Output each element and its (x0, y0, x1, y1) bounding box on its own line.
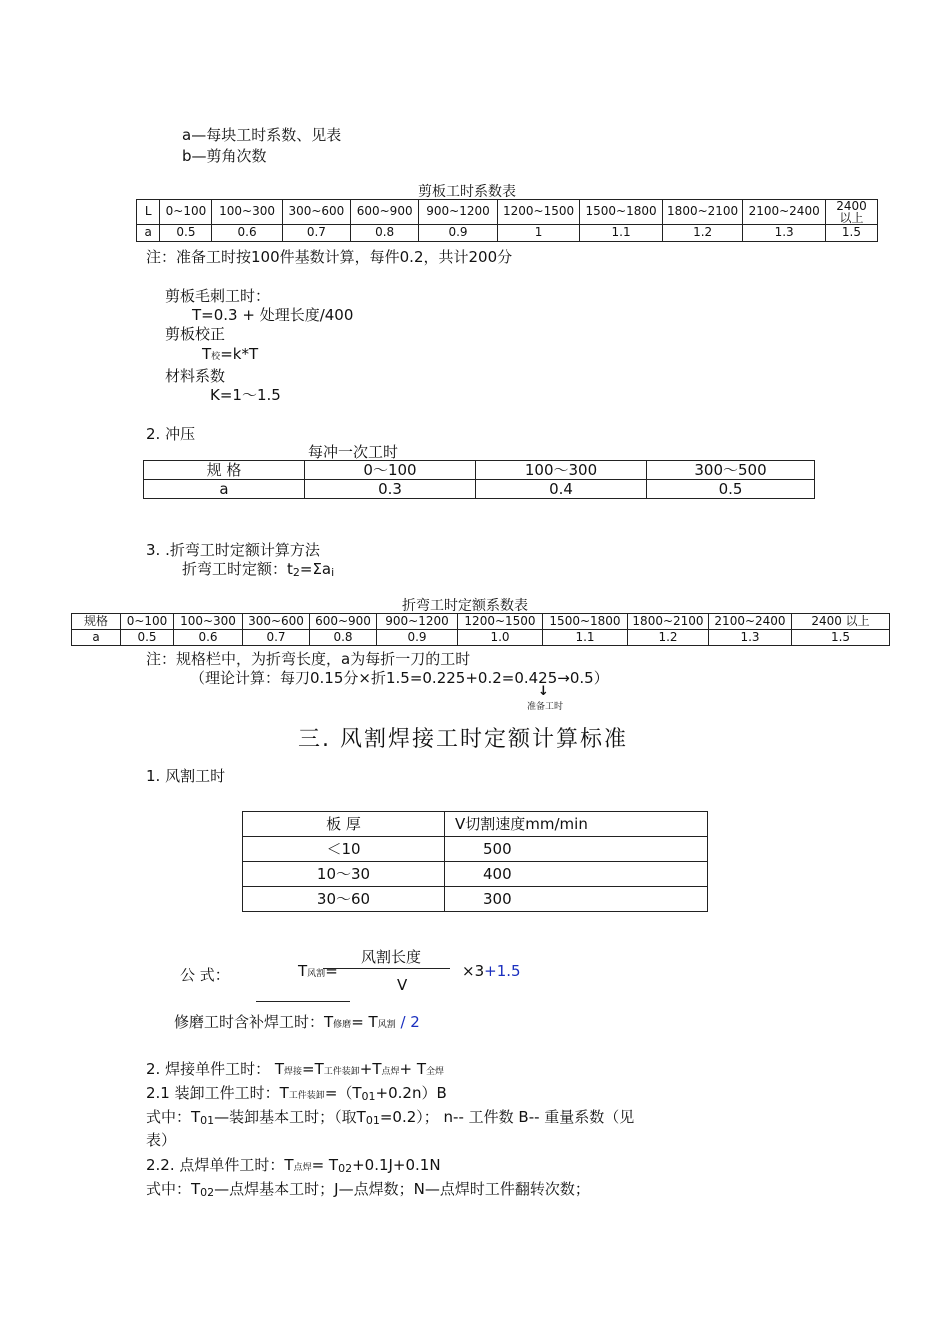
table-cell: 900~1200 (419, 200, 497, 225)
table-cell: 0.5 (121, 630, 174, 646)
formula-text: 修磨工时含补焊工时：T (174, 1013, 334, 1031)
table-cell: 1 (497, 225, 580, 242)
shear-note: 注：准备工时按100件基数计算，每件0.2，共计200分 (146, 248, 513, 266)
table-cell: 0.9 (377, 630, 458, 646)
table-cell: 10～30 (243, 862, 445, 887)
formula-text: T (202, 345, 212, 363)
correct-title: 剪板校正 (165, 325, 226, 343)
grind-formula (174, 1011, 420, 1032)
table-cell: ＜10 (243, 837, 445, 862)
table-cell: 0.5 (160, 225, 212, 242)
formula-text: =k*T (220, 345, 259, 363)
table-cell: 1.5 (792, 630, 890, 646)
table-row (72, 630, 890, 646)
material-title: 材料系数 (165, 367, 226, 385)
table-cell: 100～300 (476, 461, 647, 480)
table-row (144, 461, 815, 480)
formula-subscript: 风割 (307, 969, 326, 979)
formula-text: +T (359, 1060, 382, 1078)
table-cell: 0.5 (647, 480, 815, 499)
material-value: K=1～1.5 (210, 386, 281, 404)
table-cell: 1200~1500 (458, 614, 543, 630)
table-cell: 0.6 (174, 630, 243, 646)
table-cell: 1.1 (543, 630, 628, 646)
formula-text: +0.2n）B (375, 1084, 447, 1102)
table-cell: 1800~2100 (662, 200, 743, 225)
table-cell: 900~1200 (377, 614, 458, 630)
weld-line-1 (146, 1058, 444, 1079)
formula-subscript: 02 (338, 1162, 353, 1175)
underline-divider (256, 1001, 350, 1002)
bend-section-title: 3. .折弯工时定额计算方法 (146, 541, 320, 559)
formula-text: = T (351, 1013, 378, 1031)
formula-text: =Σa (299, 560, 332, 578)
shear-coefficient-table (136, 199, 878, 242)
table-cell: 1500~1800 (543, 614, 628, 630)
formula-text: = (325, 962, 338, 980)
formula-subscript: 02 (200, 1186, 215, 1199)
formula-subscript: 01 (361, 1090, 376, 1103)
bend-note-1: 注：规格栏中，为折弯长度，a为每折一刀的工时 (146, 650, 471, 668)
burr-formula: T=0.3 + 处理长度/400 (192, 306, 354, 324)
table-cell: 1200~1500 (497, 200, 580, 225)
formula-text: 2.1 装卸工件工时：T (146, 1084, 289, 1102)
table-cell: 2100~2400 (743, 200, 826, 225)
formula-subscript: 工件装卸 (323, 1067, 360, 1077)
table-cell: 0.6 (212, 225, 282, 242)
formula-subscript: 01 (200, 1114, 215, 1127)
punch-table-caption: 每冲一次工时 (308, 443, 399, 461)
formula-subscript: 工件装卸 (288, 1091, 325, 1101)
table-cell: 0.7 (243, 630, 310, 646)
table-cell: 600~900 (351, 200, 419, 225)
fraction-denominator: V (397, 976, 408, 994)
table-cell: 2100~2400 (709, 614, 792, 630)
formula-subscript: i (331, 566, 335, 579)
table-cell: 0~100 (121, 614, 174, 630)
burr-title: 剪板毛刺工时： (165, 287, 271, 305)
table-cell: a (144, 480, 305, 499)
table-cell: 1.3 (743, 225, 826, 242)
fraction-numerator: 风割长度 (361, 948, 422, 966)
table-cell: 0.9 (419, 225, 497, 242)
formula-text: ×3 (462, 962, 485, 980)
formula-label: 公 式： (180, 966, 230, 984)
table-cell: 1.1 (580, 225, 663, 242)
cell-text: 2400 (836, 199, 867, 213)
table-cell: V切割速度mm/min (445, 812, 708, 837)
formula-text: 2.2. 点焊单件工时：T (146, 1156, 294, 1174)
weld-line-6 (146, 1178, 590, 1199)
table-cell: 规 格 (144, 461, 305, 480)
fraction-bar (323, 968, 450, 969)
intro-line-a: a—每块工时系数、见表 (182, 126, 342, 144)
formula-text: —装卸基本工时；（取T (214, 1108, 366, 1126)
formula-text: 2. 焊接单件工时： T (146, 1060, 285, 1078)
formula-text: =（T (324, 1084, 362, 1102)
table-cell: 0~100 (160, 200, 212, 225)
bend-table-caption: 折弯工时定额系数表 (402, 598, 528, 614)
cell-text: 以上 (839, 211, 864, 225)
table-cell: 0.8 (351, 225, 419, 242)
table-row (243, 862, 708, 887)
bend-formula (182, 558, 334, 579)
formula-subscript: 修磨 (333, 1020, 352, 1030)
table-cell: 30～60 (243, 887, 445, 912)
prep-time-label: 准备工时 (527, 702, 564, 712)
cutting-formula-lhs (298, 962, 338, 980)
table-row (243, 812, 708, 837)
table-cell: 100~300 (174, 614, 243, 630)
table-cell: 400 (445, 862, 708, 887)
weld-line-5 (146, 1154, 441, 1175)
table-cell: 规格 (72, 614, 121, 630)
table-cell: 0.7 (282, 225, 350, 242)
formula-text: +0.1J+0.1N (352, 1156, 441, 1174)
formula-text: = T (311, 1156, 339, 1174)
table-cell: 1800~2100 (628, 614, 709, 630)
formula-subscript: 全焊 (426, 1067, 445, 1077)
formula-text: 折弯工时定额：t (182, 560, 293, 578)
table-cell: 600~900 (310, 614, 377, 630)
table-cell (825, 200, 877, 225)
formula-subscript: 01 (365, 1114, 380, 1127)
table-cell: 1.0 (458, 630, 543, 646)
table-row (144, 480, 815, 499)
shear-table-caption: 剪板工时系数表 (418, 184, 516, 200)
formula-text: 式中：T (146, 1108, 201, 1126)
formula-subscript: 2 (292, 566, 300, 579)
table-row (243, 837, 708, 862)
table-row (137, 200, 878, 225)
formula-text: / 2 (395, 1013, 420, 1031)
table-row (72, 614, 890, 630)
formula-subscript: 校 (211, 352, 221, 362)
correct-formula (202, 345, 258, 363)
table-cell: L (137, 200, 160, 225)
formula-text: —点焊基本工时；J—点焊数；N—点焊时工件翻转次数； (214, 1180, 590, 1198)
formula-text: 式中：T (146, 1180, 201, 1198)
intro-line-b: b—剪角次数 (182, 147, 267, 165)
formula-subscript: 风割 (377, 1020, 396, 1030)
cutting-formula-rhs (462, 962, 521, 980)
table-cell: 500 (445, 837, 708, 862)
table-cell: 0.8 (310, 630, 377, 646)
table-row (137, 225, 878, 242)
table-cell: 1.5 (825, 225, 877, 242)
table-cell: 0.3 (305, 480, 476, 499)
weld-line-4: 表） (146, 1131, 177, 1149)
table-cell: 100~300 (212, 200, 282, 225)
punch-section-title: 2. 冲压 (146, 425, 196, 443)
weld-line-3 (146, 1106, 634, 1127)
cutting-speed-table (242, 811, 708, 912)
formula-text: + T (399, 1060, 427, 1078)
section-3-heading: 三. 风割焊接工时定额计算标准 (298, 727, 628, 752)
formula-text: +1.5 (484, 962, 521, 980)
weld-line-2 (146, 1082, 447, 1103)
table-cell: 300~600 (282, 200, 350, 225)
table-cell: 2400 以上 (792, 614, 890, 630)
table-cell: 板 厚 (243, 812, 445, 837)
bend-coefficient-table (71, 613, 890, 646)
formula-text: T (298, 962, 308, 980)
table-cell: 1.2 (662, 225, 743, 242)
table-cell: 300 (445, 887, 708, 912)
bend-note-2: （理论计算：每刀0.15分×折1.5=0.225+0.2=0.425→0.5） (190, 669, 609, 687)
formula-subscript: 点焊 (293, 1163, 312, 1173)
formula-text: =T (302, 1060, 324, 1078)
formula-text: =0.2）； n-- 工件数 B-- 重量系数（见 (379, 1108, 635, 1126)
table-cell: 300~600 (243, 614, 310, 630)
table-row (243, 887, 708, 912)
table-cell: 1.3 (709, 630, 792, 646)
table-cell: 1500~1800 (580, 200, 663, 225)
punch-table (143, 460, 815, 499)
cutting-subtitle: 1. 风割工时 (146, 767, 226, 785)
arrow-down-icon: ↓ (538, 684, 549, 699)
table-cell: 300～500 (647, 461, 815, 480)
formula-subscript: 点焊 (381, 1067, 400, 1077)
formula-subscript: 焊接 (284, 1067, 303, 1077)
table-cell: a (72, 630, 121, 646)
table-cell: a (137, 225, 160, 242)
table-cell: 1.2 (628, 630, 709, 646)
table-cell: 0～100 (305, 461, 476, 480)
table-cell: 0.4 (476, 480, 647, 499)
